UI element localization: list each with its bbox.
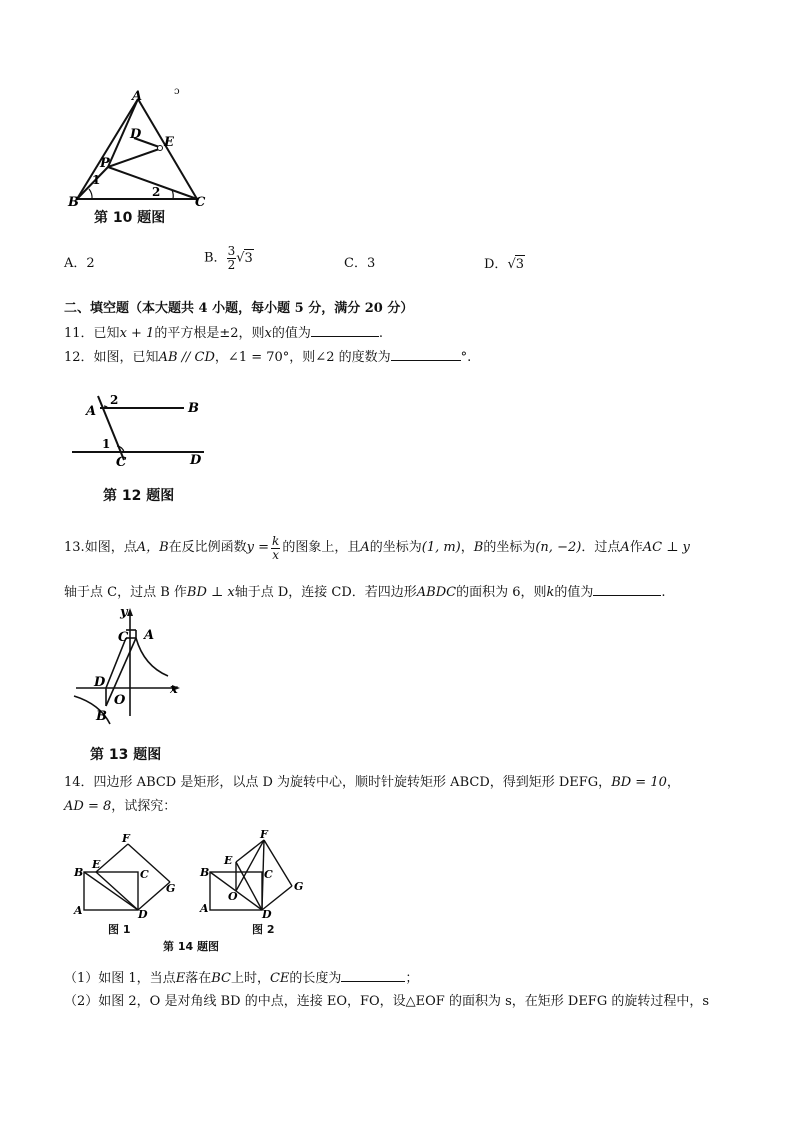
q10-figure bbox=[60, 86, 220, 226]
q12-answer-blank[interactable] bbox=[391, 348, 461, 361]
q14-part1-c: 上时， bbox=[230, 971, 270, 986]
q11-text-c: 的值为 bbox=[271, 326, 311, 341]
q11-number: 11． bbox=[64, 326, 94, 341]
q10-option-c-letter: C． bbox=[344, 256, 367, 271]
q14-part1-end: ； bbox=[405, 971, 419, 986]
q13-line2-d: 的值为 bbox=[554, 585, 594, 600]
q14-part1-answer-blank[interactable] bbox=[341, 969, 405, 982]
q10-label-P: P bbox=[100, 156, 110, 171]
q13-quad: ABDC bbox=[416, 585, 457, 600]
q14-part1-CE: CE bbox=[269, 971, 290, 986]
q13-coordA: (1, m) bbox=[421, 540, 461, 555]
svg-text:ɔ: ɔ bbox=[174, 86, 180, 97]
q14-f1-label-E: E bbox=[92, 858, 101, 871]
q14-line1-text: 四边形 ABCD 是矩形，以点 D 为旋转中心，顺时针旋转矩形 ABCD，得到矩形 DEFG， bbox=[93, 775, 612, 790]
q13-end: . bbox=[661, 585, 666, 600]
q12-label-1: 1 bbox=[102, 437, 111, 451]
q14-f2-label-C: C bbox=[264, 868, 273, 881]
q13-line1 bbox=[64, 530, 690, 566]
q14-f2-label-B: B bbox=[200, 866, 210, 879]
q13-func-fraction bbox=[271, 535, 280, 562]
q13-label-O: O bbox=[114, 693, 126, 708]
q13-line1-c: 的图象上，且 bbox=[282, 540, 361, 555]
q14-f2-label-A: A bbox=[200, 902, 209, 915]
q12-label-D: D bbox=[190, 453, 202, 468]
q13-line1-h: 作 bbox=[629, 540, 643, 555]
q14-f2-label-D: D bbox=[262, 908, 272, 921]
q10-label-C: C bbox=[195, 195, 206, 210]
q13-answer-blank[interactable] bbox=[593, 583, 661, 596]
q14-f1-label-A: A bbox=[74, 904, 83, 917]
q14-f1-label-B: B bbox=[74, 866, 84, 879]
q12-expr2: ∠1 = 70° bbox=[227, 350, 290, 365]
q13-line1-a: 如图，点 bbox=[84, 540, 137, 555]
q13-line2-b: 轴于点 D，连接 CD．若四边形 bbox=[234, 585, 417, 600]
q10-option-c-value: 3 bbox=[366, 256, 376, 271]
q10-option-b: B． $\frac{3}{2}$ √3 bbox=[204, 244, 253, 272]
q14-eq2: AD = 8 bbox=[64, 799, 112, 814]
q14-fig1-caption: 图 1 bbox=[108, 923, 131, 936]
q10-label-B: B bbox=[68, 195, 79, 210]
q14-line2-end: ，试探究： bbox=[111, 799, 177, 814]
q14-f1-label-D: D bbox=[138, 908, 148, 921]
q13-coordB: (n, −2) bbox=[535, 540, 582, 555]
q13-line1-e: ， bbox=[460, 540, 474, 555]
q14-fig2-caption: 图 2 bbox=[252, 923, 275, 936]
q13-pts: A，B bbox=[136, 540, 169, 555]
q13-perp1: AC ⊥ y bbox=[642, 540, 690, 555]
q13-label-C: C bbox=[118, 630, 129, 645]
q14-part2: （2）如图 2，O 是对角线 BD 的中点，连接 EO，FO，设△EOF 的面积为 s，在矩形 DEFG 的旋转过程中，s bbox=[64, 994, 710, 1009]
q12-sep: ， bbox=[214, 350, 228, 365]
q10-label-A: A bbox=[132, 89, 143, 104]
q10-option-a-value: 2 bbox=[86, 256, 95, 271]
q13-line2 bbox=[64, 583, 666, 602]
q11-expr: x + 1 bbox=[119, 326, 155, 341]
q14-f1-label-G: G bbox=[166, 882, 176, 895]
q10-option-b-num: 3 bbox=[227, 244, 236, 258]
q14-part1-BC: BC bbox=[211, 971, 231, 986]
q13-ptB: B bbox=[473, 540, 484, 555]
q13-perp2: BD ⊥ x bbox=[186, 585, 235, 600]
q10-option-b-den: 2 bbox=[227, 258, 236, 272]
q10-label-E: E bbox=[164, 135, 174, 150]
q10-option-d: D．√3 bbox=[484, 257, 525, 272]
q12-end: °. bbox=[460, 350, 472, 365]
q14-part1-a: （1）如图 1，当点 bbox=[64, 971, 176, 986]
q11-var: x bbox=[264, 326, 272, 341]
q13-line2-a: 轴于点 C，过点 B 作 bbox=[64, 585, 187, 600]
q13-figure bbox=[70, 604, 190, 728]
q13-func-den: x bbox=[272, 547, 280, 562]
q10-option-b-letter: B． bbox=[204, 250, 227, 266]
q10-caption: 第 10 题图 bbox=[94, 210, 166, 226]
q13-kvar: k bbox=[546, 585, 555, 600]
q14-part1-b: 落在 bbox=[185, 971, 212, 986]
q13-line1-b: 在反比例函数 bbox=[168, 540, 247, 555]
q10-label-2: 2 bbox=[152, 185, 161, 199]
q11-text-a: 已知 bbox=[93, 326, 120, 341]
q13-func-lhs: y = bbox=[246, 540, 270, 555]
q13-number: 13. bbox=[64, 540, 85, 555]
q12-label-C: C bbox=[116, 455, 127, 470]
q14-part1-d: 的长度为 bbox=[289, 971, 342, 986]
q14-part1 bbox=[64, 969, 418, 988]
q13-func-num: k bbox=[272, 533, 280, 548]
q12-text-a: 如图，已知 bbox=[93, 350, 159, 365]
q10-option-b-fraction bbox=[227, 245, 237, 272]
q11 bbox=[64, 324, 383, 343]
q10-option-a-letter: A． bbox=[64, 256, 87, 271]
q13-label-B: B bbox=[96, 709, 107, 724]
q12-label-2: 2 bbox=[110, 393, 119, 407]
q10-option-a bbox=[64, 255, 95, 273]
q14-line2 bbox=[64, 798, 176, 816]
q12-text-b: ，则∠2 的度数为 bbox=[289, 350, 391, 365]
q13-line1-g: ．过点 bbox=[581, 540, 621, 555]
q10-option-c bbox=[344, 255, 375, 273]
q10-option-d-letter: D． bbox=[484, 257, 508, 272]
q13-line1-d: 的坐标为 bbox=[369, 540, 422, 555]
q13-label-D: D bbox=[94, 675, 106, 690]
q14-f2-label-F: F bbox=[260, 828, 268, 841]
q14-part1-E: E bbox=[175, 971, 186, 986]
section-heading: 二、填空题（本大题共 4 小题，每小题 5 分，满分 20 分） bbox=[64, 301, 414, 316]
q11-answer-blank[interactable] bbox=[311, 324, 379, 337]
q13-label-y: y bbox=[120, 605, 128, 620]
q10-option-b-rad: 3 bbox=[244, 251, 253, 266]
q13-diagram bbox=[70, 604, 190, 728]
q14-line1 bbox=[64, 774, 680, 792]
q11-text-b: 的平方根是±2，则 bbox=[154, 326, 265, 341]
q12-diagram bbox=[66, 388, 216, 472]
q14-f2-label-G: G bbox=[294, 880, 304, 893]
q14-f1-label-F: F bbox=[122, 832, 130, 845]
q10-label-1: 1 bbox=[92, 173, 101, 187]
q14-number: 14． bbox=[64, 775, 94, 790]
q10-option-d-rad: 3 bbox=[515, 257, 525, 272]
q10-diagram bbox=[60, 86, 220, 226]
q12 bbox=[64, 348, 471, 367]
q12-number: 12． bbox=[64, 350, 94, 365]
q13-label-A: A bbox=[144, 628, 155, 643]
q12-figure bbox=[66, 388, 216, 472]
q14-diagram-2 bbox=[196, 828, 316, 936]
q13-line1-f: 的坐标为 bbox=[483, 540, 536, 555]
q13-ptA2: A bbox=[620, 540, 630, 555]
q14-figure-2 bbox=[196, 828, 316, 936]
q13-caption: 第 13 题图 bbox=[90, 747, 162, 763]
q11-end: . bbox=[378, 326, 383, 341]
q10-label-D: D bbox=[130, 127, 142, 142]
q12-expr1: AB // CD bbox=[158, 350, 215, 365]
q13-label-x: x bbox=[170, 682, 178, 697]
q12-caption: 第 12 题图 bbox=[103, 488, 175, 504]
q14-eq1: BD = 10 bbox=[611, 775, 667, 790]
q14-f1-label-C: C bbox=[140, 868, 149, 881]
q13-ptA: A bbox=[360, 540, 370, 555]
q14-f2-label-O: O bbox=[228, 890, 238, 903]
q12-label-B: B bbox=[188, 401, 199, 416]
q14-caption: 第 14 题图 bbox=[163, 940, 219, 953]
q14-f2-label-E: E bbox=[224, 854, 233, 867]
q12-label-A: A bbox=[86, 404, 97, 419]
q13-line2-c: 的面积为 6，则 bbox=[456, 585, 547, 600]
q14-sep: ， bbox=[666, 775, 680, 790]
